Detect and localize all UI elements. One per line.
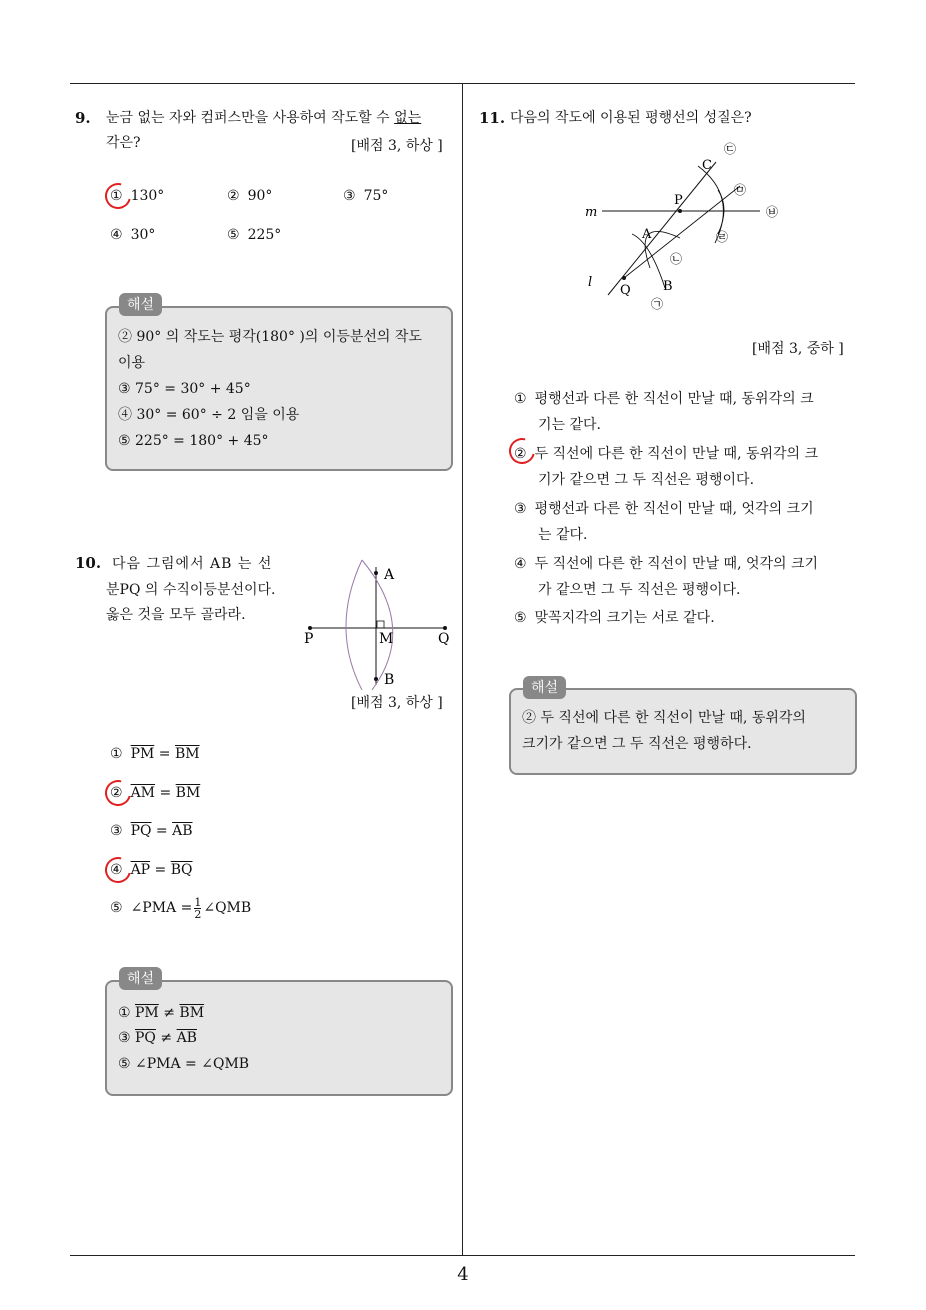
score-label: [배점 3, 하상 ] xyxy=(351,695,443,711)
label-p: P xyxy=(304,631,314,647)
question-text-part: 눈금 없는 자와 컴퍼스만을 사용하여 작도할 수 xyxy=(106,110,395,126)
label-m: M xyxy=(379,631,394,647)
explanation-text: ∠PMA = ∠QMB xyxy=(135,1056,250,1072)
explanation-tab: 해설 xyxy=(119,967,162,990)
choice-number: ① xyxy=(110,746,123,762)
question-number: 11. xyxy=(479,109,506,127)
bottom-rule xyxy=(70,1255,855,1256)
choice-number: ④ xyxy=(110,862,123,878)
choice-number: ③ xyxy=(110,823,123,839)
score-label: [배점 3, 하상 ] xyxy=(351,138,443,154)
label-k5: ㉤ xyxy=(734,183,747,197)
choice-3[interactable] xyxy=(110,821,193,841)
segment-lhs: $\overline{PQ}$ xyxy=(130,823,152,839)
choice-number: ③ xyxy=(343,188,356,204)
explanation-line: 크기가 같으면 그 두 직선은 평행하다. xyxy=(522,736,752,752)
label-a: A xyxy=(642,227,652,242)
question-text-line2: 분PQ 의 수직이등분선이다. xyxy=(106,582,276,598)
choice-text: 30° xyxy=(130,227,156,243)
point-q xyxy=(443,626,447,630)
choice-text: 90° xyxy=(247,188,273,204)
operator: = xyxy=(158,746,171,762)
label-b: B xyxy=(663,279,673,294)
segment-rhs: $\overline{AB}$ xyxy=(172,823,193,839)
choice-5[interactable] xyxy=(227,225,281,245)
choice-text: 맞꼭지각의 크기는 서로 같다. xyxy=(534,610,715,626)
choice-1[interactable] xyxy=(110,186,164,206)
segment-lhs: $\overline{PM}$ xyxy=(130,746,155,762)
label-p: P xyxy=(674,193,683,208)
parallel-line-construction-figure xyxy=(580,138,790,316)
operator: ≠ xyxy=(163,1005,175,1021)
choice-text: 75° xyxy=(363,188,389,204)
arc-ab xyxy=(632,234,665,288)
choice-number: ⑤ xyxy=(110,900,123,916)
arc-left xyxy=(346,560,362,690)
choice-text: 가 같으면 그 두 직선은 평행이다. xyxy=(538,582,741,598)
label-k6: ㉥ xyxy=(766,205,779,219)
perpendicular-bisector-figure xyxy=(300,555,460,690)
choice-number: ⑤ xyxy=(514,610,527,626)
choice-number: ② xyxy=(514,446,527,462)
explanation-line: 이용 xyxy=(118,355,146,371)
operator: = xyxy=(154,862,167,878)
segment-rhs: $\overline{AB}$ xyxy=(176,1030,197,1046)
choice-1[interactable] xyxy=(110,744,200,764)
choice-4[interactable] xyxy=(514,551,818,603)
segment-lhs: $\overline{AP}$ xyxy=(130,862,151,878)
label-b: B xyxy=(384,672,395,688)
score-label: [배점 3, 중하 ] xyxy=(752,341,844,357)
question-text-line2: 각은? xyxy=(106,135,141,151)
choice-text: 225° xyxy=(247,227,282,243)
explanation-box xyxy=(509,688,857,775)
choice-2[interactable] xyxy=(227,186,272,206)
operator: ≠ xyxy=(160,1030,173,1046)
choice-text: 평행선과 다른 한 직선이 만날 때, 동위각의 크 xyxy=(534,391,814,407)
choice-text: 두 직선에 다른 한 직선이 만날 때, 동위각의 크 xyxy=(534,446,819,462)
column-divider xyxy=(462,83,463,1256)
choice-5[interactable] xyxy=(514,605,715,631)
segment-rhs: $\overline{BM}$ xyxy=(175,785,201,801)
choice-4[interactable] xyxy=(110,225,155,245)
explanation-line: ② 90° 의 작도는 평각(180° )의 이등분선의 작도 xyxy=(118,329,422,345)
explanation-number: ⑤ xyxy=(118,1056,131,1072)
choice-4[interactable] xyxy=(110,860,193,880)
operator: = xyxy=(155,823,168,839)
choice-text: 두 직선에 다른 한 직선이 만날 때, 엇각의 크기 xyxy=(534,556,819,572)
label-k2: ㉡ xyxy=(670,252,683,266)
choice-number: ② xyxy=(110,785,123,801)
question-text-line3: 옳은 것을 모두 골라라. xyxy=(106,607,246,623)
choice-number: ③ xyxy=(514,501,527,517)
choice-number: ④ xyxy=(514,556,527,572)
question-number: 10. xyxy=(75,554,102,572)
fraction xyxy=(194,897,201,920)
choice-number: ② xyxy=(227,188,240,204)
choice-text: 기가 같으면 그 두 직선은 평행이다. xyxy=(538,472,755,488)
question-text: 다음의 작도에 이용된 평행선의 성질은? xyxy=(510,110,752,126)
choice-number: ④ xyxy=(110,227,123,243)
explanation-line: ⑤ 225° = 180° + 45° xyxy=(118,433,269,449)
label-a: A xyxy=(384,567,395,583)
explanation-line xyxy=(118,1053,249,1075)
explanation-tab: 해설 xyxy=(523,676,566,699)
choice-2[interactable] xyxy=(110,783,200,803)
choice-text: 평행선과 다른 한 직선이 만날 때, 엇각의 크기 xyxy=(534,501,814,517)
label-c: C xyxy=(702,158,712,173)
explanation-line xyxy=(118,1002,204,1024)
segment-rhs: $\overline{BM}$ xyxy=(174,746,200,762)
choice-number: ① xyxy=(514,391,527,407)
segment-rhs: $\overline{BQ}$ xyxy=(170,862,193,878)
choice-1[interactable] xyxy=(514,386,814,438)
explanation-line xyxy=(118,1027,197,1049)
choice-2[interactable] xyxy=(514,441,818,493)
explanation-line: ② 두 직선에 다른 한 직선이 만날 때, 동위각의 xyxy=(522,710,806,726)
choice-3[interactable] xyxy=(343,186,388,206)
explanation-tab: 해설 xyxy=(119,293,162,316)
explanation-number: ① xyxy=(118,1005,131,1021)
label-q: Q xyxy=(438,631,450,647)
explanation-line: ③ 75° = 30° + 45° xyxy=(118,381,251,397)
choice-text: 130° xyxy=(130,188,165,204)
fraction-numerator: 1 xyxy=(194,895,202,909)
right-angle-mark xyxy=(377,621,384,628)
explanation-number: ③ xyxy=(118,1030,131,1046)
point-b xyxy=(374,677,378,681)
segment-rhs: $\overline{BM}$ xyxy=(179,1005,205,1021)
label-q: Q xyxy=(620,283,631,298)
label-k4: ㉣ xyxy=(716,230,729,244)
point-p xyxy=(678,209,682,213)
point-a xyxy=(374,571,378,575)
question-text-emphasis: 없는 xyxy=(394,110,422,126)
explanation-line: ④ 30° = 60° ÷ 2 임을 이용 xyxy=(118,407,300,423)
transversal xyxy=(608,162,716,295)
fraction-denominator: 2 xyxy=(194,907,202,921)
question-text xyxy=(106,107,421,129)
choice-5[interactable] xyxy=(110,892,251,924)
question-text-line1: 다음 그림에서 AB 는 선 xyxy=(112,556,273,572)
choice-text: 는 같다. xyxy=(538,527,588,543)
angle-rhs: ∠QMB xyxy=(203,900,252,916)
page-number: 4 xyxy=(457,1264,469,1285)
label-m: m xyxy=(585,205,598,220)
choice-number: ① xyxy=(110,188,123,204)
segment-lhs: $\overline{PM}$ xyxy=(135,1005,159,1021)
question-number: 9. xyxy=(75,109,91,127)
point-q xyxy=(622,276,626,280)
choice-3[interactable] xyxy=(514,496,814,548)
operator: = xyxy=(159,785,172,801)
label-k3: ㉢ xyxy=(724,142,737,156)
label-k1: ㉠ xyxy=(651,297,664,311)
point-p xyxy=(308,626,312,630)
segment-lhs: $\overline{AM}$ xyxy=(130,785,156,801)
segment-lhs: $\overline{PQ}$ xyxy=(135,1030,156,1046)
choice-text: 기는 같다. xyxy=(538,417,601,433)
angle-lhs: ∠PMA = xyxy=(130,900,193,916)
label-l: l xyxy=(588,275,593,290)
choice-number: ⑤ xyxy=(227,227,240,243)
